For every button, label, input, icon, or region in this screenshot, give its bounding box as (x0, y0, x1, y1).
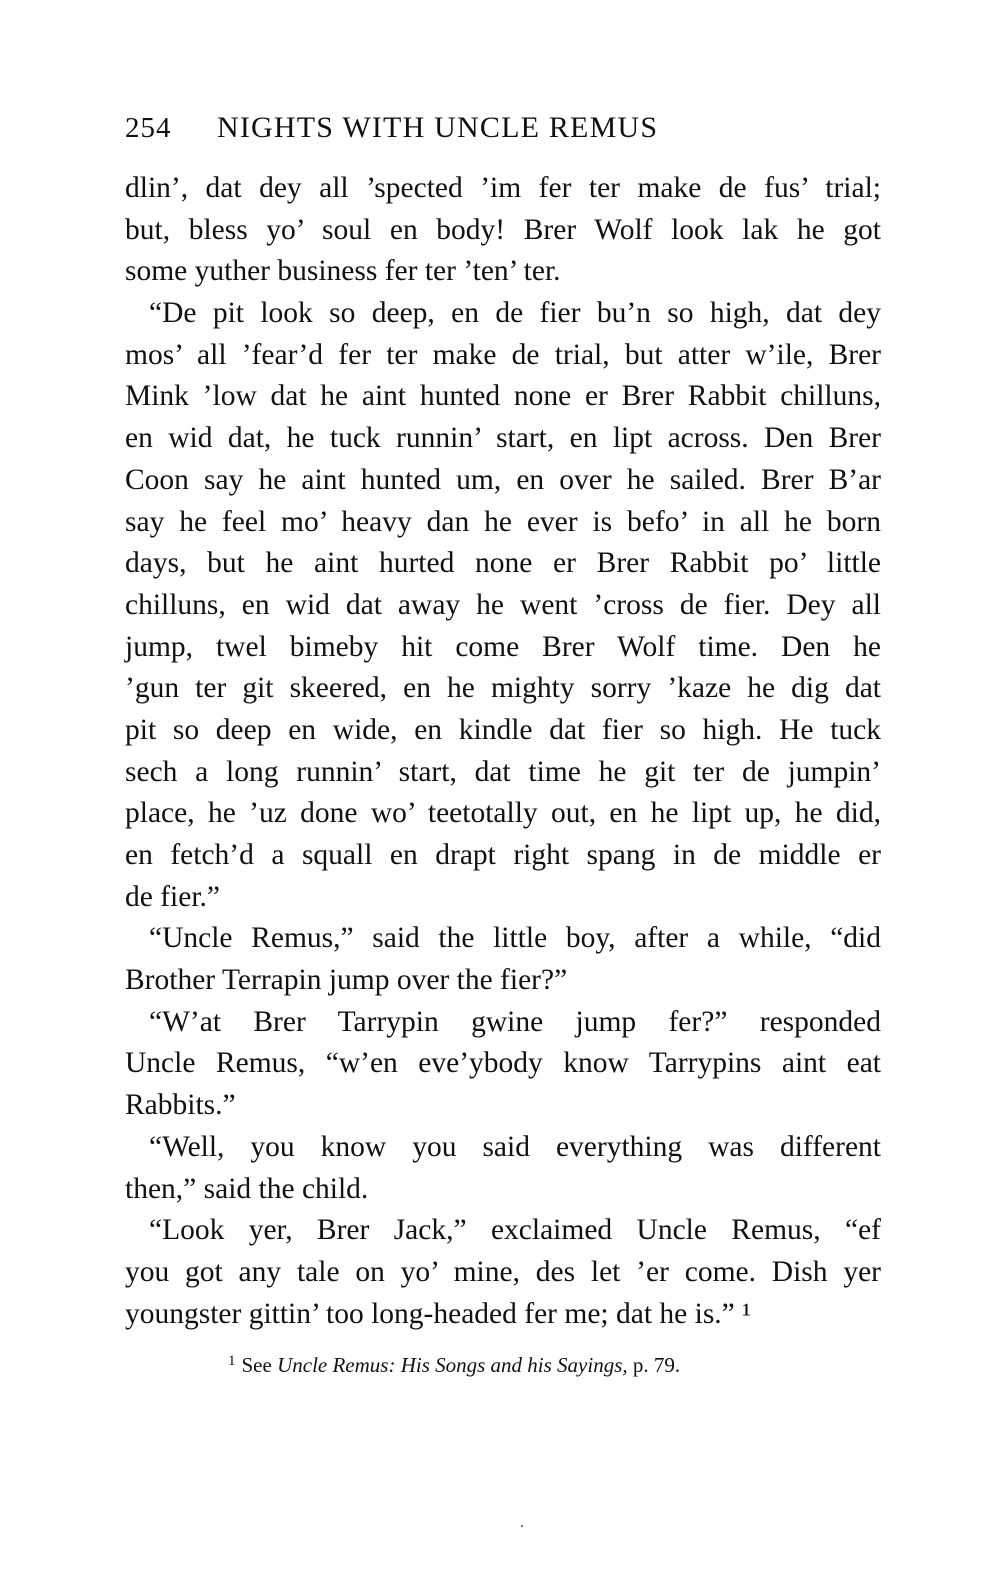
footnote-page-ref: p. 79. (632, 1353, 681, 1377)
text-line: Coon say he aint hunted um, en over he sailed. Brer B’ar (125, 463, 881, 496)
text-line: but, bless yo’ soul en body! Brer Wolf look lak he got (125, 213, 881, 246)
text-line: “Look yer, Brer Jack,” exclaimed Uncle Remus, “ef (149, 1214, 881, 1247)
text-line: days, but he aint hurted none er Brer Rabbit po’ little (125, 547, 881, 580)
text-line: mos’ all ’fear’d fer ter make de trial, but atter w’ile, Brer (125, 338, 881, 371)
text-line: sech a long runnin’ start, dat time he git ter de jumpin’ (125, 755, 881, 788)
page-number: 254 (125, 112, 172, 144)
running-title: NIGHTS WITH UNCLE REMUS (217, 111, 659, 144)
text-line: jump, twel bimeby hit come Brer Wolf time. Den he (125, 630, 881, 663)
text-line: ’gun ter git skeered, en he mighty sorry ’kaze he dig dat (125, 672, 881, 705)
text-line: Rabbits.” (125, 1089, 236, 1122)
text-line: de fier.” (125, 880, 220, 913)
running-head (125, 111, 885, 151)
text-line: dlin’, dat dey all ’spected ’im fer ter make de fus’ trial; (125, 172, 881, 204)
footnote-book-title: Uncle Remus: His Songs and his Sayings, (277, 1353, 628, 1377)
text-line: “Uncle Remus,” said the little boy, after a while, “did (149, 922, 881, 955)
text-line: “W’at Brer Tarrypin gwine jump fer?” responded (149, 1005, 881, 1038)
print-speck (521, 1525, 523, 1527)
text-line: “Well, you know you said everything was different (149, 1130, 881, 1163)
body-text (125, 168, 881, 1335)
footnote-prefix: See (241, 1353, 272, 1377)
text-line: pit so deep en wide, en kindle dat fier so high. He tuck (125, 713, 881, 746)
text-line: Brother Terrapin jump over the fier?” (125, 964, 568, 997)
text-line: some yuther business fer ter ’ten’ ter. (125, 255, 561, 288)
text-line: “De pit look so deep, en de fier bu’n so high, dat dey (149, 297, 881, 330)
text-line: chilluns, en wid dat away he went ’cross de fier. Dey all (125, 588, 881, 621)
text-line: Uncle Remus, “w’en eve’ybody know Tarrypins aint eat (125, 1047, 881, 1080)
text-line: say he feel mo’ heavy dan he ever is befo’ in all he born (125, 505, 881, 538)
text-line: then,” said the child. (125, 1172, 369, 1205)
text-line: youngster gittin’ too long-headed fer me; dat he is.” ¹ (125, 1297, 751, 1330)
text-line: place, he ’uz done wo’ teetotally out, en he lipt up, he did, (125, 797, 881, 830)
text-line: you got any tale on yo’ mine, des let ’er come. Dish yer (125, 1255, 881, 1288)
text-line: en fetch’d a squall en drapt right spang in de middle er (125, 839, 881, 871)
text-line: Mink ’low dat he aint hunted none er Brer Rabbit chilluns, (125, 380, 881, 413)
text-line: en wid dat, he tuck runnin’ start, en lipt across. Den Brer (125, 422, 881, 455)
footnote-marker: 1 (228, 1353, 236, 1369)
footnote (228, 1353, 848, 1378)
